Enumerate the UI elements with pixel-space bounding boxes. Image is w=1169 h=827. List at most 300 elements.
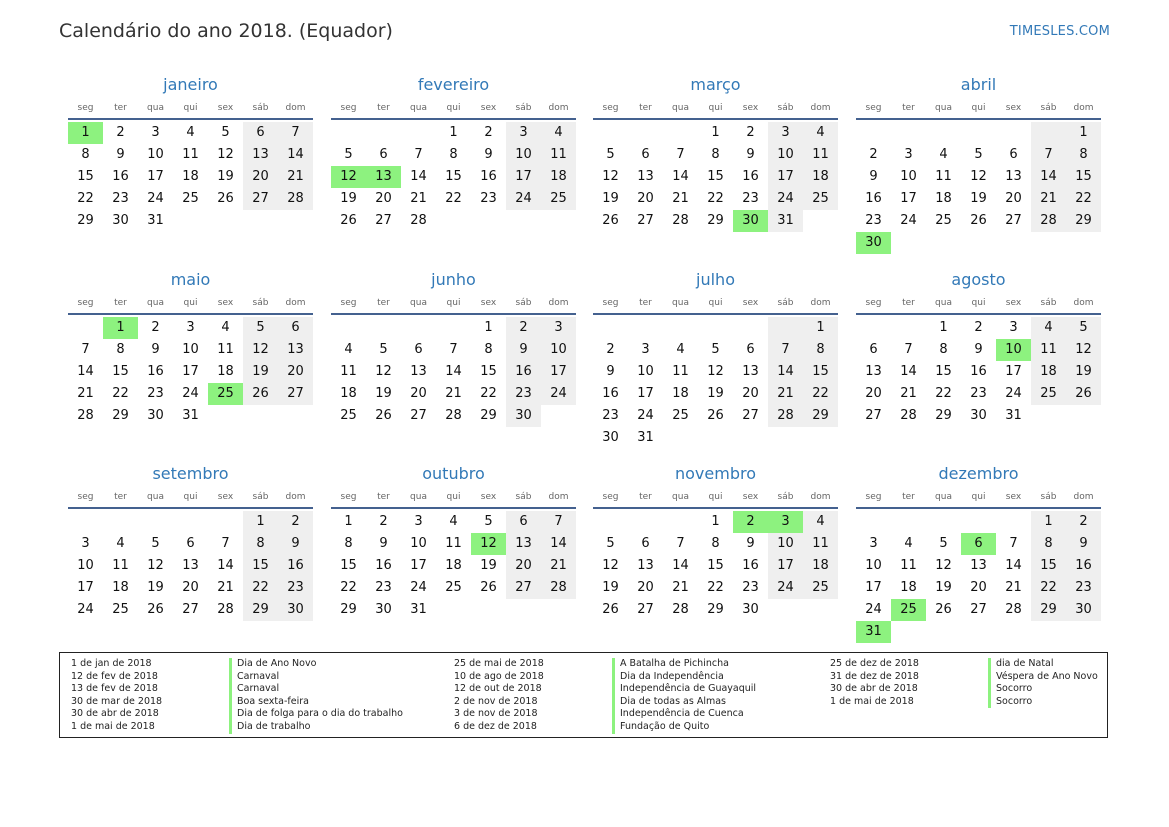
day-cell: 27: [637, 213, 654, 228]
day-cell: 13: [506, 533, 541, 555]
weekday-label: sáb: [515, 492, 532, 502]
weekday-header: [331, 99, 576, 118]
day-cell: 12: [243, 339, 278, 361]
day-cell: 15: [935, 364, 952, 379]
day-cell: 26: [480, 580, 497, 595]
day-grid: [856, 511, 1101, 643]
day-cell: 4: [186, 125, 195, 140]
day-cell: 2: [974, 320, 983, 335]
day-cell: 9: [746, 147, 755, 162]
holiday-date: 25 de dez de 2018: [830, 658, 919, 669]
day-cell: 12: [147, 558, 164, 573]
day-cell: 27: [243, 188, 278, 210]
day-cell: 4: [1031, 317, 1066, 339]
day-cell: 7: [904, 342, 913, 357]
holiday-day-cell: 31: [856, 621, 891, 643]
empty-cell: [593, 317, 628, 339]
day-cell: 21: [445, 386, 462, 401]
day-cell: 30: [506, 405, 541, 427]
day-cell: 10: [410, 536, 427, 551]
day-cell: 25: [803, 188, 838, 210]
day-cell: 20: [243, 166, 278, 188]
day-cell: 20: [1005, 191, 1022, 206]
day-cell: 12: [707, 364, 724, 379]
day-grid: [68, 511, 313, 621]
day-cell: 22: [707, 580, 724, 595]
day-cell: 14: [410, 169, 427, 184]
weekday-header: [68, 294, 313, 313]
day-cell: 11: [445, 536, 462, 551]
day-cell: 12: [970, 169, 987, 184]
weekday-label: qua: [672, 492, 689, 502]
header-divider: [593, 507, 838, 509]
day-grid: [331, 317, 576, 427]
weekday-label: ter: [377, 103, 390, 113]
day-cell: 16: [602, 386, 619, 401]
day-cell: 20: [410, 386, 427, 401]
day-cell: 9: [278, 533, 313, 555]
day-cell: 12: [217, 147, 234, 162]
holiday-date: 10 de ago de 2018: [454, 670, 544, 682]
day-cell: 17: [768, 555, 803, 577]
day-cell: 15: [112, 364, 129, 379]
day-cell: 6: [869, 342, 878, 357]
day-cell: 9: [1066, 533, 1101, 555]
month-name: novembro: [675, 464, 756, 483]
weekday-label: qua: [672, 103, 689, 113]
day-cell: 2: [484, 125, 493, 140]
weekday-label: qua: [935, 492, 952, 502]
day-cell: 2: [379, 514, 388, 529]
day-cell: 16: [480, 169, 497, 184]
month-name: março: [690, 75, 741, 94]
day-grid: [68, 317, 313, 427]
day-cell: 29: [707, 602, 724, 617]
day-cell: 31: [410, 602, 427, 617]
day-cell: 7: [449, 342, 458, 357]
day-cell: 20: [637, 580, 654, 595]
month-março: [593, 74, 838, 232]
day-cell: 26: [707, 408, 724, 423]
weekday-label: qui: [708, 492, 723, 502]
day-cell: 11: [217, 342, 234, 357]
header-divider: [856, 507, 1101, 509]
day-cell: 5: [151, 536, 160, 551]
month-name: fevereiro: [417, 75, 490, 94]
day-cell: 27: [278, 383, 313, 405]
day-cell: 30: [602, 430, 619, 445]
day-cell: 23: [742, 580, 759, 595]
day-cell: 7: [81, 342, 90, 357]
day-cell: 29: [112, 408, 129, 423]
day-cell: 7: [414, 147, 423, 162]
day-cell: 13: [410, 364, 427, 379]
day-cell: 3: [506, 122, 541, 144]
day-cell: 16: [1066, 555, 1101, 577]
day-cell: 17: [768, 166, 803, 188]
weekday-label: ter: [114, 492, 127, 502]
weekday-label: sex: [217, 298, 234, 308]
day-cell: 26: [243, 383, 278, 405]
day-cell: 22: [935, 386, 952, 401]
day-cell: 19: [340, 191, 357, 206]
holiday-name: Socorro: [988, 696, 1032, 709]
weekday-label: sex: [1005, 492, 1022, 502]
weekday-label: qui: [708, 103, 723, 113]
day-cell: 11: [112, 558, 129, 573]
empty-cell: [856, 122, 891, 144]
day-cell: 15: [707, 169, 724, 184]
holiday-date: 2 de nov de 2018: [454, 695, 538, 707]
day-cell: 15: [243, 555, 278, 577]
weekday-label: dom: [285, 492, 306, 502]
day-cell: 11: [672, 364, 689, 379]
day-cell: 14: [278, 144, 313, 166]
day-cell: 2: [278, 511, 313, 533]
day-cell: 21: [768, 383, 803, 405]
day-cell: 4: [541, 122, 576, 144]
holiday-name: Dia de todas as Almas: [612, 696, 726, 709]
weekday-label: dom: [1073, 298, 1094, 308]
month-name: janeiro: [163, 75, 218, 94]
day-cell: 16: [970, 364, 987, 379]
holiday-day-cell: 12: [471, 533, 506, 555]
day-cell: 18: [112, 580, 129, 595]
day-cell: 2: [116, 125, 125, 140]
weekday-label: ter: [639, 298, 652, 308]
weekday-label: sex: [742, 103, 759, 113]
day-cell: 7: [221, 536, 230, 551]
day-cell: 22: [707, 191, 724, 206]
empty-cell: [891, 122, 926, 144]
brand-link[interactable]: TIMESLES.COM: [1009, 24, 1110, 39]
day-cell: 28: [410, 213, 427, 228]
holiday-name: Boa sexta-feira: [229, 696, 309, 709]
weekday-label: qua: [935, 298, 952, 308]
day-cell: 17: [900, 191, 917, 206]
weekday-label: seg: [77, 492, 94, 502]
holiday-date: 12 de out de 2018: [454, 683, 542, 695]
header-divider: [68, 313, 313, 315]
weekday-label: qui: [183, 298, 198, 308]
day-cell: 20: [375, 191, 392, 206]
day-cell: 4: [803, 122, 838, 144]
month-name: outubro: [422, 464, 485, 483]
holiday-day-cell: 25: [208, 383, 243, 405]
weekday-label: seg: [865, 103, 882, 113]
day-cell: 28: [217, 602, 234, 617]
day-cell: 20: [970, 580, 987, 595]
day-cell: 19: [147, 580, 164, 595]
weekday-label: seg: [602, 298, 619, 308]
day-cell: 22: [480, 386, 497, 401]
weekday-label: seg: [340, 492, 357, 502]
empty-cell: [628, 317, 663, 339]
day-cell: 31: [182, 408, 199, 423]
weekday-label: sáb: [1040, 103, 1057, 113]
empty-cell: [996, 511, 1031, 533]
weekday-label: sáb: [1040, 298, 1057, 308]
day-grid: [593, 317, 838, 449]
weekday-label: qua: [410, 298, 427, 308]
day-cell: 26: [935, 602, 952, 617]
day-cell: 19: [375, 386, 392, 401]
weekday-header: [593, 99, 838, 118]
weekday-label: qui: [183, 492, 198, 502]
day-cell: 13: [970, 558, 987, 573]
day-cell: 1: [1066, 122, 1101, 144]
day-cell: 8: [803, 339, 838, 361]
day-cell: 28: [672, 213, 689, 228]
day-cell: 3: [541, 317, 576, 339]
weekday-label: ter: [902, 298, 915, 308]
empty-cell: [331, 317, 366, 339]
weekday-header: [856, 99, 1101, 118]
day-cell: 20: [506, 555, 541, 577]
holiday-name: Socorro: [988, 683, 1032, 696]
day-cell: 12: [602, 558, 619, 573]
header-divider: [331, 507, 576, 509]
month-setembro: [68, 463, 313, 621]
weekday-label: qui: [708, 298, 723, 308]
day-cell: 24: [182, 386, 199, 401]
day-cell: 22: [340, 580, 357, 595]
day-cell: 5: [484, 514, 493, 529]
day-cell: 23: [970, 386, 987, 401]
day-cell: 20: [278, 361, 313, 383]
weekday-label: seg: [77, 298, 94, 308]
day-cell: 8: [484, 342, 493, 357]
day-cell: 30: [1066, 599, 1101, 621]
day-cell: 28: [278, 188, 313, 210]
day-cell: 15: [445, 169, 462, 184]
month-janeiro: [68, 74, 313, 232]
day-cell: 16: [112, 169, 129, 184]
weekday-label: dom: [548, 103, 569, 113]
day-cell: 29: [1066, 210, 1101, 232]
day-cell: 18: [541, 166, 576, 188]
day-cell: 2: [506, 317, 541, 339]
weekday-label: sáb: [515, 103, 532, 113]
day-cell: 21: [217, 580, 234, 595]
day-cell: 29: [77, 213, 94, 228]
day-cell: 26: [217, 191, 234, 206]
month-name: agosto: [951, 270, 1006, 289]
day-cell: 1: [803, 317, 838, 339]
weekday-label: sex: [217, 103, 234, 113]
holiday-date: 30 de abr de 2018: [830, 683, 918, 695]
day-cell: 6: [641, 536, 650, 551]
weekday-label: dom: [1073, 492, 1094, 502]
header-divider: [593, 313, 838, 315]
day-cell: 14: [541, 533, 576, 555]
day-cell: 9: [506, 339, 541, 361]
day-cell: 5: [221, 125, 230, 140]
day-cell: 15: [1066, 166, 1101, 188]
day-cell: 11: [803, 144, 838, 166]
day-cell: 13: [182, 558, 199, 573]
weekday-label: qui: [971, 103, 986, 113]
day-cell: 8: [449, 147, 458, 162]
day-cell: 3: [869, 536, 878, 551]
holiday-day-cell: 30: [856, 232, 891, 254]
day-cell: 18: [935, 191, 952, 206]
day-cell: 24: [147, 191, 164, 206]
weekday-label: sáb: [777, 103, 794, 113]
day-cell: 26: [602, 213, 619, 228]
day-cell: 18: [217, 364, 234, 379]
day-cell: 5: [711, 342, 720, 357]
day-cell: 23: [742, 191, 759, 206]
holiday-day-cell: 12: [331, 166, 366, 188]
holiday-date: 12 de fev de 2018: [71, 670, 158, 682]
weekday-label: qui: [183, 103, 198, 113]
day-grid: [331, 122, 576, 232]
day-cell: 22: [112, 386, 129, 401]
day-cell: 29: [935, 408, 952, 423]
holiday-date: 1 de mai de 2018: [71, 720, 155, 732]
weekday-label: sáb: [515, 298, 532, 308]
day-cell: 19: [602, 580, 619, 595]
day-cell: 23: [506, 383, 541, 405]
day-cell: 14: [1031, 166, 1066, 188]
day-cell: 8: [711, 147, 720, 162]
day-cell: 28: [1031, 210, 1066, 232]
day-cell: 22: [803, 383, 838, 405]
day-cell: 14: [768, 361, 803, 383]
month-outubro: [331, 463, 576, 621]
weekday-label: qua: [410, 492, 427, 502]
header-divider: [331, 118, 576, 120]
day-cell: 5: [1066, 317, 1101, 339]
day-cell: 22: [1031, 577, 1066, 599]
day-cell: 9: [606, 364, 615, 379]
empty-cell: [436, 317, 471, 339]
day-cell: 27: [970, 602, 987, 617]
day-cell: 13: [742, 364, 759, 379]
day-cell: 12: [935, 558, 952, 573]
holiday-name: Dia de folga para o dia do trabalho: [229, 708, 403, 721]
day-cell: 6: [1009, 147, 1018, 162]
day-cell: 25: [803, 577, 838, 599]
day-cell: 27: [182, 602, 199, 617]
day-cell: 19: [243, 361, 278, 383]
empty-cell: [331, 122, 366, 144]
header-divider: [856, 313, 1101, 315]
holiday-day-cell: 6: [961, 533, 996, 555]
holiday-day-cell: 13: [366, 166, 401, 188]
header-divider: [68, 507, 313, 509]
day-cell: 14: [217, 558, 234, 573]
empty-cell: [926, 511, 961, 533]
day-cell: 15: [77, 169, 94, 184]
weekday-label: ter: [377, 492, 390, 502]
day-cell: 16: [375, 558, 392, 573]
header-divider: [856, 118, 1101, 120]
day-cell: 6: [379, 147, 388, 162]
holiday-day-cell: 2: [733, 511, 768, 533]
day-cell: 23: [147, 386, 164, 401]
day-cell: 24: [506, 188, 541, 210]
empty-cell: [961, 122, 996, 144]
day-cell: 14: [672, 169, 689, 184]
day-cell: 8: [1066, 144, 1101, 166]
day-cell: 5: [939, 536, 948, 551]
holiday-legend: [59, 652, 1108, 738]
weekday-label: ter: [639, 103, 652, 113]
day-cell: 10: [541, 339, 576, 361]
day-cell: 23: [480, 191, 497, 206]
day-cell: 21: [672, 191, 689, 206]
holiday-name: Dia de trabalho: [229, 721, 310, 734]
weekday-label: qua: [672, 298, 689, 308]
day-cell: 13: [865, 364, 882, 379]
day-cell: 23: [1066, 577, 1101, 599]
day-cell: 23: [112, 191, 129, 206]
empty-cell: [628, 511, 663, 533]
day-cell: 28: [77, 408, 94, 423]
day-cell: 14: [672, 558, 689, 573]
day-cell: 5: [243, 317, 278, 339]
day-cell: 22: [77, 191, 94, 206]
empty-cell: [366, 317, 401, 339]
weekday-label: ter: [902, 492, 915, 502]
empty-cell: [663, 511, 698, 533]
day-cell: 15: [707, 558, 724, 573]
empty-cell: [733, 317, 768, 339]
day-cell: 15: [480, 364, 497, 379]
day-cell: 21: [672, 580, 689, 595]
weekday-label: sex: [1005, 298, 1022, 308]
weekday-label: sex: [480, 298, 497, 308]
day-cell: 28: [768, 405, 803, 427]
day-cell: 29: [707, 213, 724, 228]
holiday-day-cell: 1: [103, 317, 138, 339]
day-cell: 18: [672, 386, 689, 401]
day-cell: 30: [147, 408, 164, 423]
empty-cell: [366, 122, 401, 144]
empty-cell: [68, 511, 103, 533]
day-cell: 13: [637, 558, 654, 573]
weekday-header: [331, 294, 576, 313]
holiday-date: 3 de nov de 2018: [454, 708, 538, 720]
day-cell: 19: [217, 169, 234, 184]
day-cell: 24: [865, 602, 882, 617]
weekday-label: qua: [147, 298, 164, 308]
weekday-label: sex: [480, 103, 497, 113]
day-cell: 10: [637, 364, 654, 379]
day-cell: 19: [970, 191, 987, 206]
empty-cell: [628, 122, 663, 144]
day-cell: 18: [803, 166, 838, 188]
weekday-label: dom: [548, 298, 569, 308]
day-cell: 27: [1005, 213, 1022, 228]
weekday-header: [856, 294, 1101, 313]
empty-cell: [663, 317, 698, 339]
empty-cell: [663, 122, 698, 144]
day-cell: 30: [112, 213, 129, 228]
empty-cell: [856, 511, 891, 533]
day-cell: 9: [746, 536, 755, 551]
day-cell: 24: [77, 602, 94, 617]
weekday-label: ter: [114, 103, 127, 113]
day-cell: 29: [480, 408, 497, 423]
day-cell: 4: [904, 536, 913, 551]
day-cell: 30: [278, 599, 313, 621]
month-name: maio: [170, 270, 211, 289]
day-cell: 9: [484, 147, 493, 162]
holiday-name: Véspera de Ano Novo: [988, 671, 1098, 684]
